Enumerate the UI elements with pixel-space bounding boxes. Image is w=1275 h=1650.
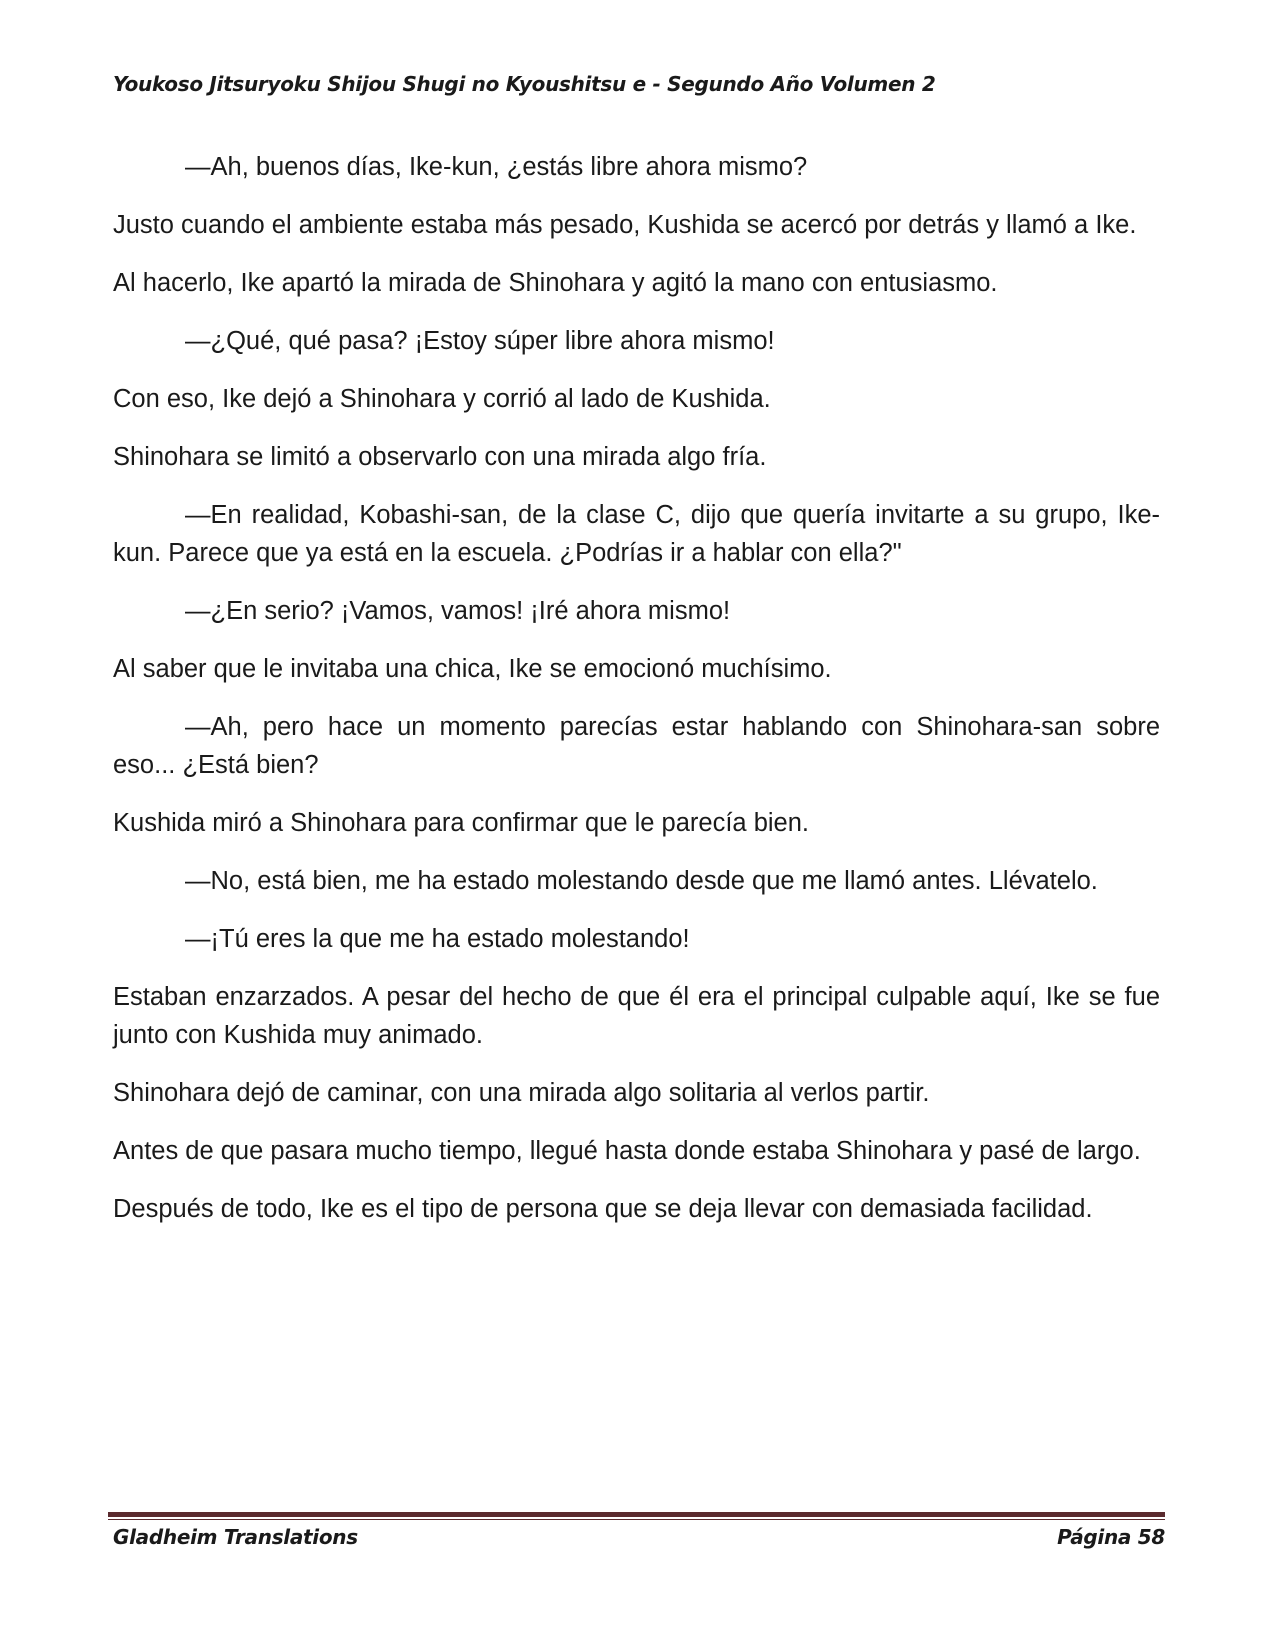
paragraph: —En realidad, Kobashi-san, de la clase C, dijo que quería invitarte a su grupo, Ike-kun. Parece que ya está en la escuela. ¿Podrías ir a hablar con ella?" xyxy=(113,501,1160,567)
paragraph: —¿Qué, qué pasa? ¡Estoy súper libre ahora mismo! xyxy=(185,327,775,355)
paragraph: Al saber que le invitaba una chica, Ike se emocionó muchísimo. xyxy=(113,655,832,683)
paragraph: Kushida miró a Shinohara para confirmar que le parecía bien. xyxy=(113,809,809,837)
footer-divider-thin xyxy=(108,1519,1165,1520)
paragraph: —No, está bien, me ha estado molestando desde que me llamó antes. Llévatelo. xyxy=(185,867,1098,895)
footer-publisher: Gladheim Translations xyxy=(113,1525,358,1549)
paragraph: Al hacerlo, Ike apartó la mirada de Shinohara y agitó la mano con entusiasmo. xyxy=(113,269,998,297)
paragraph: Shinohara se limitó a observarlo con una mirada algo fría. xyxy=(113,443,767,471)
paragraph: —¡Tú eres la que me ha estado molestando! xyxy=(185,925,690,953)
paragraph: Después de todo, Ike es el tipo de persona que se deja llevar con demasiada facilidad. xyxy=(113,1195,1093,1223)
footer-divider-thick xyxy=(108,1512,1165,1517)
paragraph: Shinohara dejó de caminar, con una mirada algo solitaria al verlos partir. xyxy=(113,1079,930,1107)
paragraph: Estaban enzarzados. A pesar del hecho de que él era el principal culpable aquí, Ike se fue junto con Kushida muy animado. xyxy=(113,983,1160,1049)
paragraph: Con eso, Ike dejó a Shinohara y corrió al lado de Kushida. xyxy=(113,385,771,413)
paragraph: —Ah, pero hace un momento parecías estar hablando con Shinohara-san sobre eso... ¿Está bien? xyxy=(113,713,1160,779)
paragraph: Justo cuando el ambiente estaba más pesado, Kushida se acercó por detrás y llamó a Ike. xyxy=(113,211,1137,239)
paragraph: Antes de que pasara mucho tiempo, llegué hasta donde estaba Shinohara y pasé de largo. xyxy=(113,1137,1141,1165)
paragraph: —Ah, buenos días, Ike-kun, ¿estás libre ahora mismo? xyxy=(185,153,808,181)
document-body xyxy=(113,148,1160,1248)
paragraph: —¿En serio? ¡Vamos, vamos! ¡Iré ahora mismo! xyxy=(185,597,731,625)
page-header: Youkoso Jitsuryoku Shijou Shugi no Kyoushitsu e - Segundo Año Volumen 2 xyxy=(113,72,936,96)
page-footer xyxy=(113,1525,1165,1549)
page-number: Página 58 xyxy=(1057,1525,1165,1549)
